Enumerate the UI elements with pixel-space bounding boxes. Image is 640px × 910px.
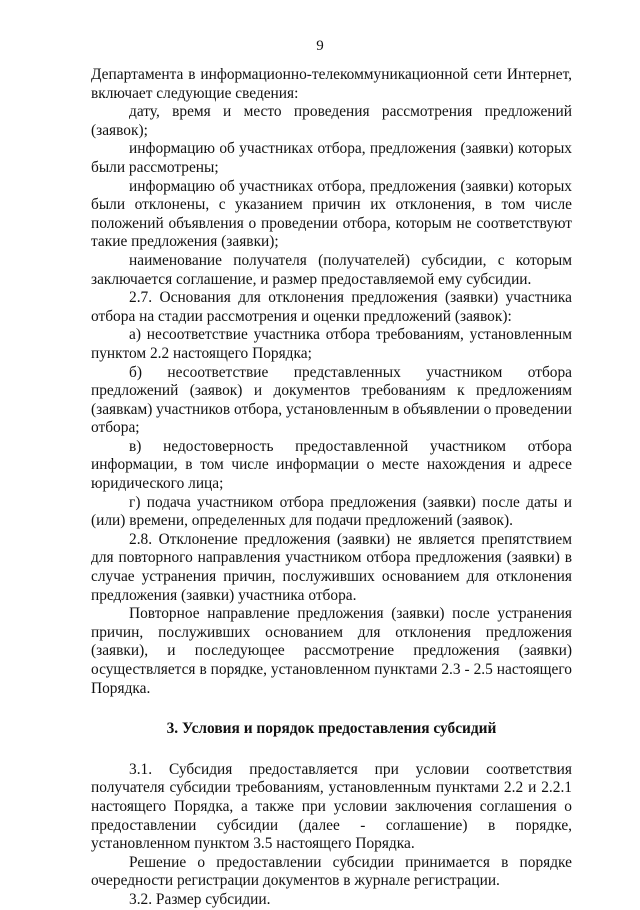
clause-3-1: 3.1. Субсидия предоставляется при условии соответствия получателя субсидии требованиям, установленным пунктами 2.2 и 2.2.1 настоящего Порядка, а также при условии заключения соглашения о предоставлении субсидии (далее - соглашение) в порядке, установленном пунктом 3.5 настоящего Порядка.: [91, 760, 572, 853]
section-3-heading: 3. Условия и порядок предоставления субсидий: [166, 720, 497, 738]
clause-2-7-b: б) несоответствие представленных участником отбора предложений (заявок) и документов требованиям к предложениям (заявкам) участников отбора, установленным в объявлении о проведении отбора;: [91, 363, 572, 437]
list-item-considered-participants: информацию об участниках отбора, предложения (заявки) которых были рассмотрены;: [91, 140, 572, 176]
list-item-date-time-place: дату, время и место проведения рассмотрения предложений (заявок);: [91, 103, 572, 139]
list-item-rejected-participants: информацию об участниках отбора, предложения (заявки) которых были отклонены, с указанием причин их отклонения, в том числе положений объявления о проведении отбора, которым не соответствуют такие предложения (заявки);: [91, 177, 572, 251]
page-number: 9: [316, 38, 324, 54]
paragraph-resubmission: Повторное направление предложения (заявки) после устранения причин, послуживших основанием для отклонения предложения (заявки), и последующее рассмотрение предложения (заявки) осуществляется в порядке, установленном пунктами 2.3 - 2.5 настоящего Порядка.: [91, 605, 572, 697]
list-item-recipient-name: наименование получателя (получателей) субсидии, с которым заключается соглашение, и размер предоставляемой ему субсидии.: [91, 251, 572, 288]
clause-3-2: 3.2. Размер субсидии.: [129, 890, 271, 908]
clause-2-7: 2.7. Основания для отклонения предложения (заявки) участника отбора на стадии рассмотрения и оценки предложений (заявок):: [91, 289, 572, 325]
document-body: [91, 66, 572, 910]
clause-2-7-a: а) несоответствие участника отбора требованиям, установленным пунктом 2.2 настоящего Порядка;: [91, 326, 572, 362]
clause-2-7-g: г) подача участником отбора предложения (заявки) после даты и (или) времени, определенных для подачи предложений (заявок).: [91, 493, 572, 530]
clause-2-7-v: в) недостоверность предоставленной участником отбора информации, в том числе информации о месте нахождения и адресе юридического лица;: [91, 437, 572, 493]
clause-2-8: 2.8. Отклонение предложения (заявки) не является препятствием для повторного направления участником отбора предложения (заявки) в случае устранения причин, послуживших основанием для отклонения предложения (заявки) участника отбора.: [91, 530, 572, 604]
paragraph-continuation: Департамента в информационно-телекоммуникационной сети Интернет, включает следующие сведения:: [91, 66, 572, 102]
paragraph-decision: Решение о предоставлении субсидии принимается в порядке очередности регистрации документов в журнале регистрации.: [91, 853, 572, 890]
